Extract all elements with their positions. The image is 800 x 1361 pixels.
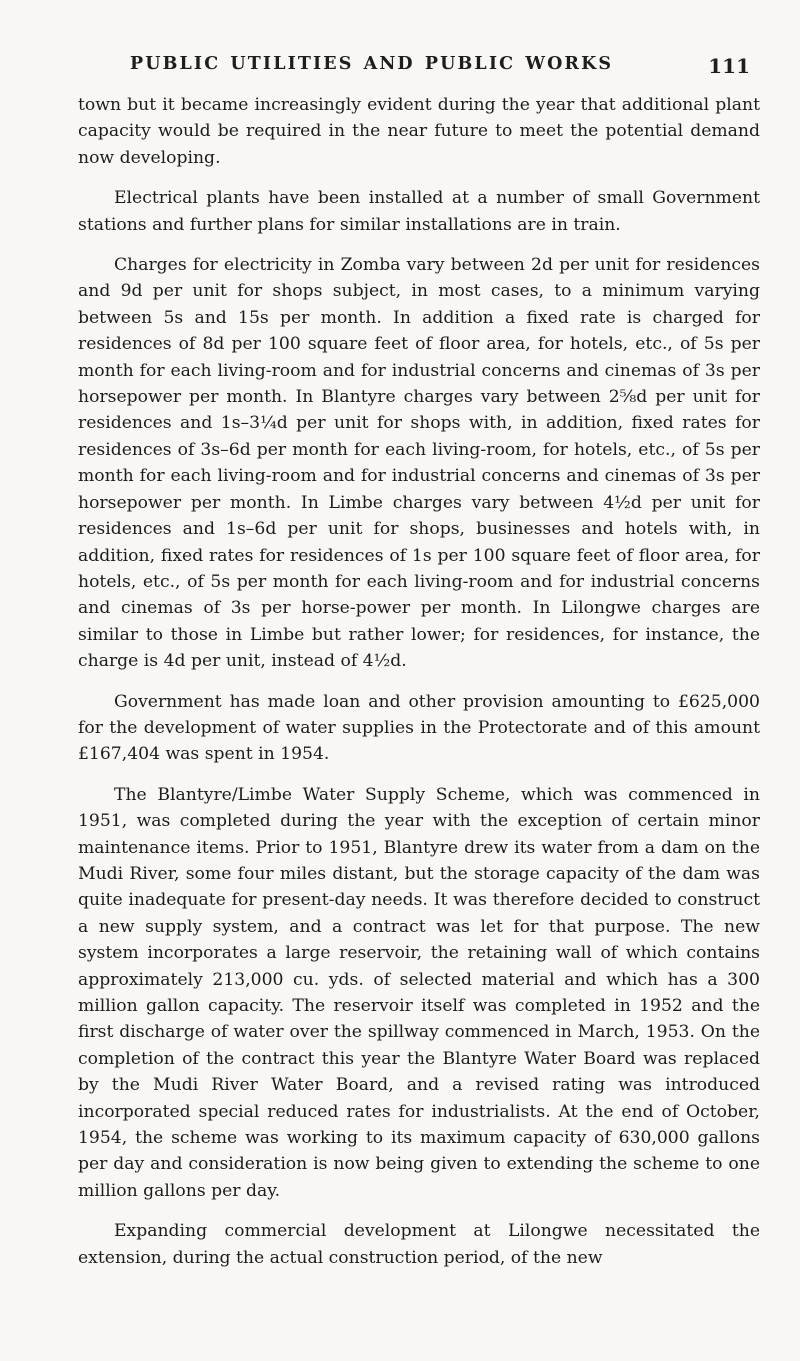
- paragraph-lilongwe-development: Expanding commercial development at Lilongwe necessitated the extension, during the actual construction period, of the new: [78, 1221, 760, 1268]
- page-number: 111: [708, 54, 750, 78]
- paragraph-water-loan: Government has made loan and other provision amounting to £625,000 for the development of water supplies in the Protectorate and of this amount £167,404 was spent in 1954.: [78, 691, 760, 765]
- running-head: PUBLIC UTILITIES AND PUBLIC WORKS: [130, 54, 614, 74]
- paragraph-blantyre-limbe-scheme: The Blantyre/Limbe Water Supply Scheme, which was commenced in 1951, was completed during the year with the exception of certain minor maintenance items. Prior to 1951, Blantyre drew its water from a dam on the Mudi River, some four miles distant, but the storage capacity of the dam was quite inadequate for present-day needs. It was therefore decided to construct a new supply system, and a contract was let for that purpose. The new system incorporates a large reservoir, the retaining wall of which contains approximately 213,000 cu. yds. of selected material and which has a 300 million gallon capacity. The reservoir itself was completed in 1952 and the first discharge of water over the spillway commenced in March, 1953. On the completion of the contract this year the Blantyre Water Board was replaced by the Mudi River Water Board, and a revised rating was introduced incorporated special reduced rates for industrialists. At the end of October, 1954, the scheme was working to its maximum capacity of 630,000 gallons per day and consideration is now being given to extending the scheme to one million gallons per day.: [78, 784, 760, 1201]
- paragraph-electrical-plants: Electrical plants have been installed at a number of small Government stations and further plans for similar installations are in train.: [78, 188, 760, 235]
- paragraph-continuation: town but it became increasingly evident during the year that additional plant capacity would be required in the near future to meet the potential demand now developing.: [78, 95, 760, 168]
- paragraph-electricity-charges: Charges for electricity in Zomba vary between 2d per unit for residences and 9d per unit for shops subject, in most cases, to a minimum varying between 5s and 15s per month. In addition a fixed rate is charged for residences of 8d per 100 square feet of floor area, for hotels, etc., of 5s per month for each living-room and for industrial concerns and cinemas of 3s per horsepower per month. In Blantyre charges vary between 2⅝d per unit for residences and 1s–3¼d per unit for shops with, in addition, fixed rates for residences of 3s–6d per month for each living-room, for hotels, etc., of 5s per month for each living-room and for industrial concerns and cinemas of 3s per horsepower per month. In Limbe charges vary between 4½d per unit for residences and 1s–6d per unit for shops, businesses and hotels with, in addition, fixed rates for residences of 1s per 100 square feet of floor area, for hotels, etc., of 5s per month for each living-room and for industrial concerns and cinemas of 3s per horse-power per month. In Lilongwe charges are similar to those in Limbe but rather lower; for residences, for instance, the charge is 4d per unit, instead of 4½d.: [78, 255, 760, 672]
- page-header: [130, 54, 750, 82]
- body-text: [78, 92, 760, 1285]
